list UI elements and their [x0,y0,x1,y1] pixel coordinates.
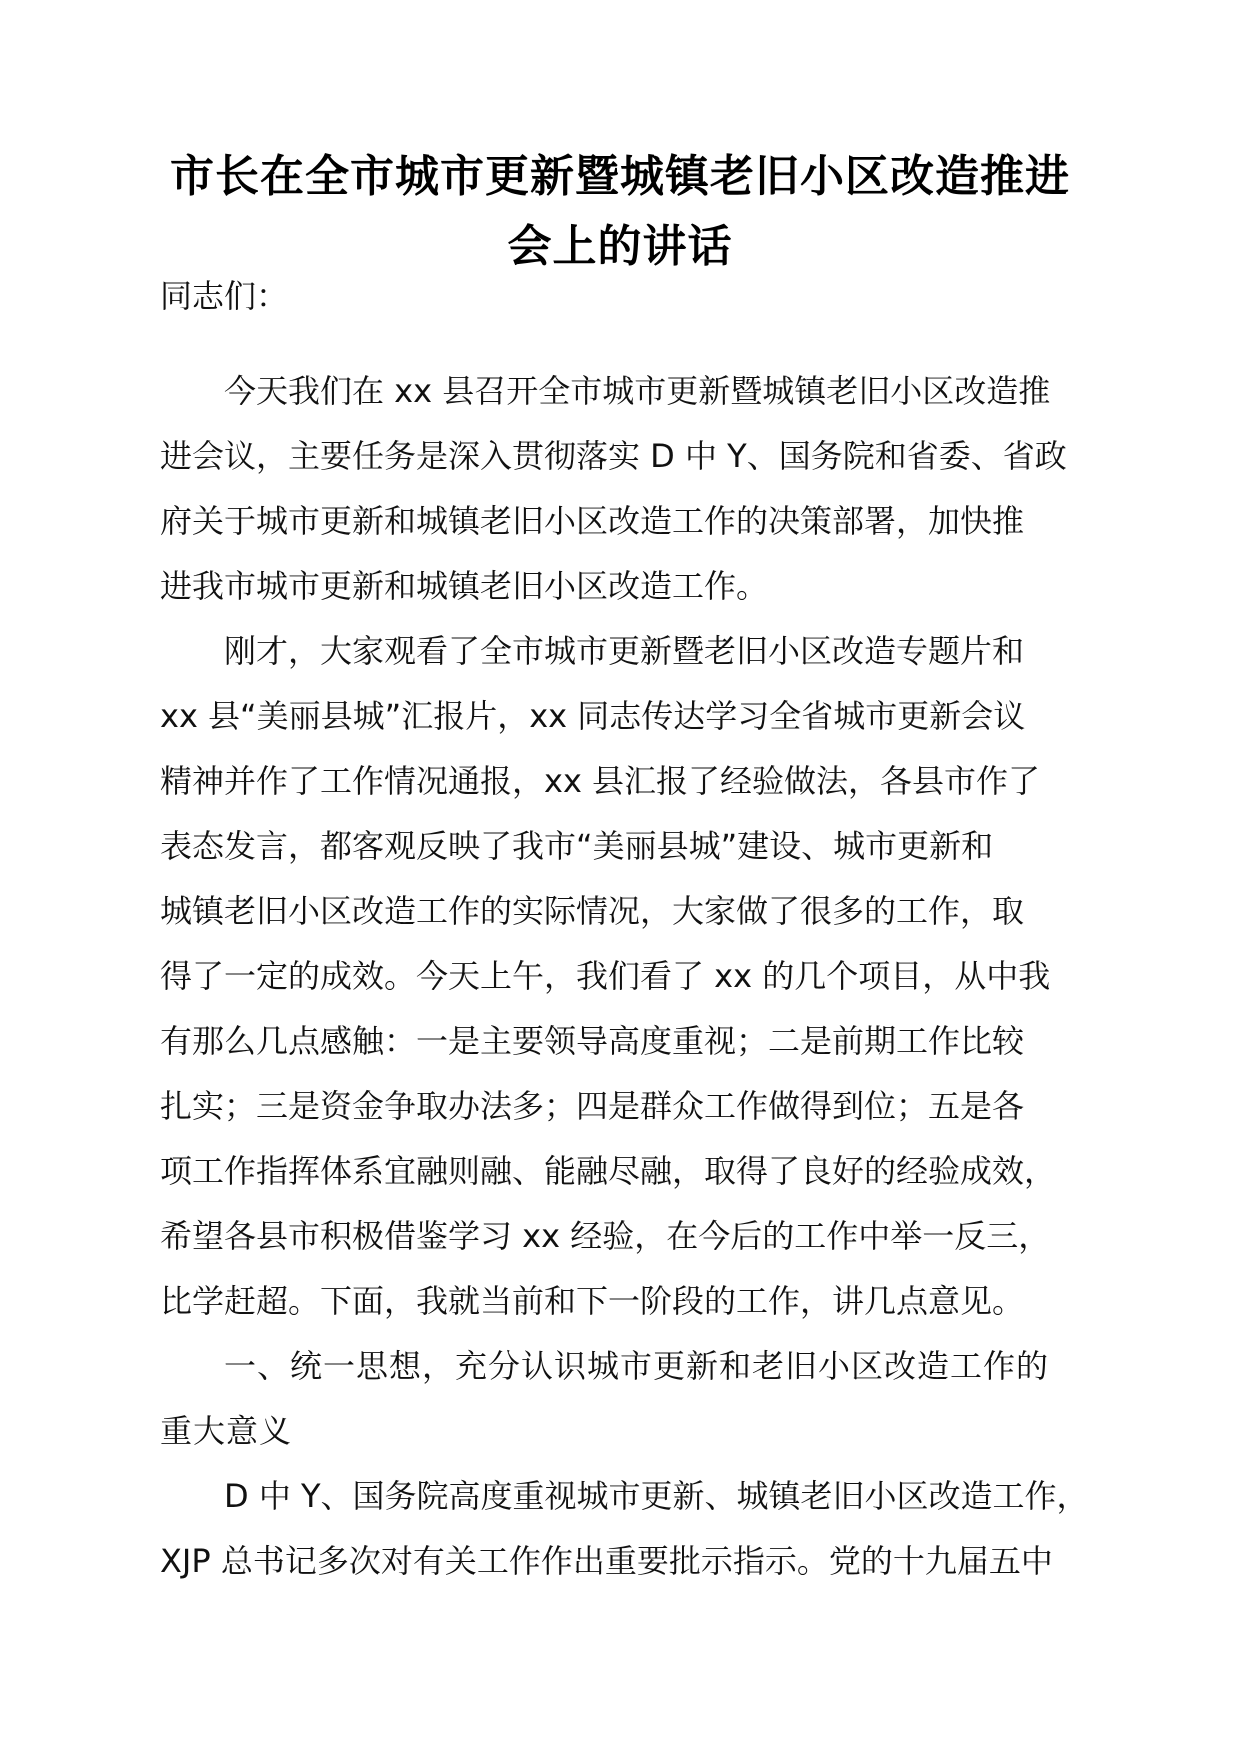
section-heading-1 [160,1334,1100,1464]
greeting: 同志们： [160,277,289,315]
paragraph-line: 府关于城市更新和城镇老旧小区改造工作的决策部署，加快推 [160,502,1025,540]
title-line-2: 会上的讲话 [507,221,733,272]
paragraph-1 [160,359,1100,619]
paragraph-line: 刚才，大家观看了全市城市更新暨老旧小区改造专题片和 [224,632,1025,670]
paragraph-line: 今天我们在 xx 县召开全市城市更新暨城镇老旧小区改造推 [224,372,1051,410]
heading-line: 重大意义 [160,1412,293,1450]
paragraph-line: 进我市城市更新和城镇老旧小区改造工作。 [160,567,769,605]
paragraph-line: XJP 总书记多次对有关工作作出重要批示指示。党的十九届五中 [160,1542,1053,1580]
paragraph-line: 精神并作了工作情况通报，xx 县汇报了经验做法，各县市作了 [160,762,1041,800]
paragraph-line: 比学赶超。下面，我就当前和下一阶段的工作，讲几点意见。 [160,1282,1025,1320]
paragraph-3 [160,1464,1100,1594]
paragraph-line: D 中 Y、国务院高度重视城市更新、城镇老旧小区改造工作， [224,1477,1089,1515]
paragraph-line: 进会议，主要任务是深入贯彻落实 D 中 Y、国务院和省委、省政 [160,437,1067,475]
heading-line: 一、统一思想，充分认识城市更新和老旧小区改造工作的 [224,1347,1050,1385]
paragraph-line: 得了一定的成效。今天上午，我们看了 xx 的几个项目，从中我 [160,957,1051,995]
paragraph-line: 项工作指挥体系宜融则融、能融尽融，取得了良好的经验成效， [160,1152,1057,1190]
paragraph-line: 希望各县市积极借鉴学习 xx 经验，在今后的工作中举一反三， [160,1217,1051,1255]
paragraph-line: 城镇老旧小区改造工作的实际情况，大家做了很多的工作，取 [160,892,1025,930]
paragraph-2 [160,619,1100,1334]
paragraph-line: 有那么几点感触：一是主要领导高度重视；二是前期工作比较 [160,1022,1025,1060]
paragraph-line: 表态发言，都客观反映了我市“美丽县城”建设、城市更新和 [160,827,994,865]
document-title [150,142,1090,282]
paragraph-line: xx 县“美丽县城”汇报片，xx 同志传达学习全省城市更新会议 [160,697,1026,735]
document-body [160,359,1100,1594]
title-line-1: 市长在全市城市更新暨城镇老旧小区改造推进 [170,151,1070,202]
paragraph-line: 扎实；三是资金争取办法多；四是群众工作做得到位；五是各 [160,1087,1025,1125]
